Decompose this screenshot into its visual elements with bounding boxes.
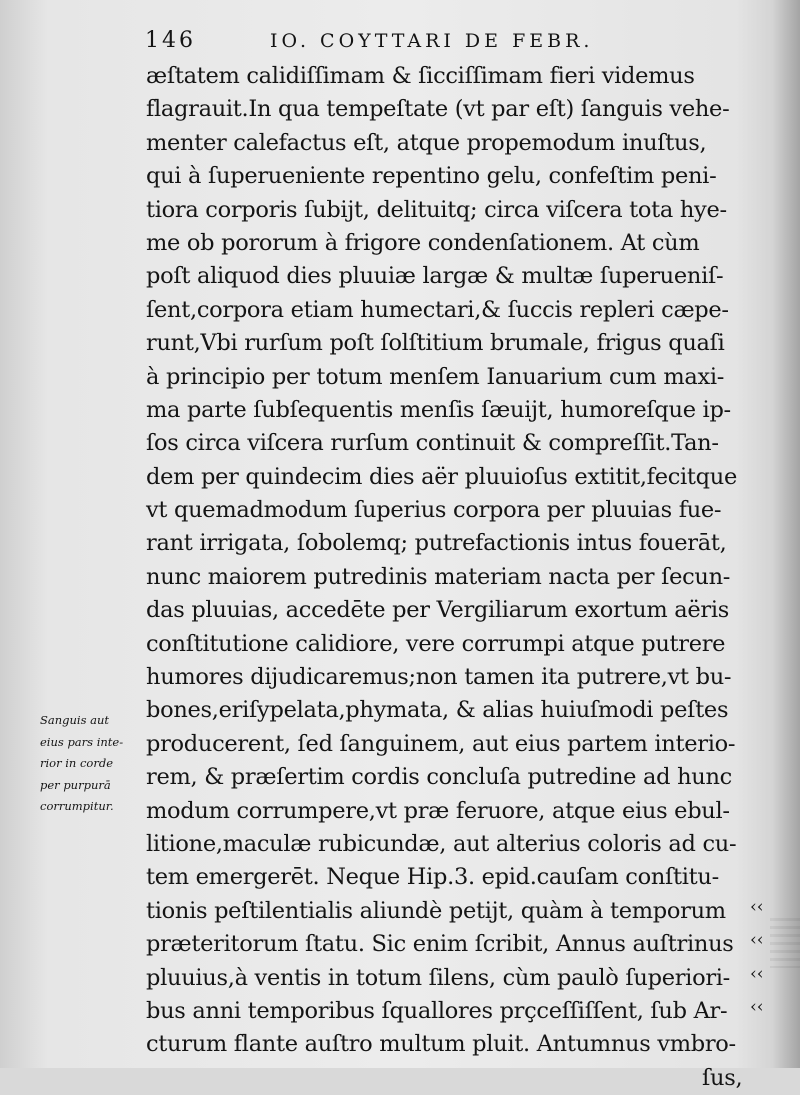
text-line: nunc maiorem putredinis materiam nacta per ſecun- [146,563,731,590]
text-line: qui à ſuperueniente repentino gelu, confeſtim peni- [146,163,717,190]
marginal-note [40,710,150,818]
quotation-mark: ‹‹ [750,897,764,917]
quotation-mark: ‹‹ [750,963,764,984]
page-number: 146 [145,28,196,53]
text-line: ſent,corpora etiam humectari,& ſuccis repleri cæpe- [146,296,729,323]
text-line: à principio per totum menſem Ianuarium cum maxi- [146,363,725,390]
text-line: tionis peſtilentialis aliundè petijt, quàm à temporum [146,897,726,924]
text-line: poſt aliquod dies pluuiæ largæ & multæ ſuperueniſ- [146,263,724,290]
text-line: ma parte ſubſequentis menſis ſæuijt, humoreſque ip- [146,396,731,423]
quotation-mark: ‹‹ [750,997,764,1018]
text-line: conſtitutione calidiore, vere corrumpi atque putrere [146,630,726,657]
text-line: præteritorum ſtatu. Sic enim ſcribit, Annus auſtrinus [146,931,734,958]
marginal-note-line: per purpurā [40,777,111,792]
text-line: bones,eriſypelata,phymata, & alias huiuſmodi peſtes [146,697,729,724]
text-line: rem, & præſertim cordis concluſa putredine ad hunc [146,764,732,791]
text-line: das pluuias, accedēte per Vergiliarum exortum aëris [146,597,729,624]
marginal-note-line: eius pars inte- [40,734,124,749]
text-line: dem per quindecim dies aër pluuioſus extitit,fecitque [146,463,737,490]
marginal-note-line: Sanguis aut [40,713,110,727]
text-line: menter calefactus eſt, atque propemodum inuſtus, [146,129,707,156]
text-line: tem emergerēt. Neque Hip.3. epid.cauſam conſtitu- [146,864,719,891]
text-line: bus anni temporibus ſquallores prçceſſiſſent, ſub Ar- [146,997,728,1024]
quotation-mark: ‹‹ [750,930,764,951]
text-line: modum corrumpere,vt præ feruore, atque eius ebul- [146,797,730,824]
text-line: ſos circa viſcera rurſum continuit & compreſſit.Tan- [146,430,719,457]
text-line: rant irrigata, ſobolemq; putrefactionis intus fouerāt, [146,530,727,557]
body-text [146,60,766,1095]
show-through-ink [770,918,800,968]
text-line: humores dijudicaremus;non tamen ita putrere,vt bu- [146,664,732,691]
running-head: IO. COYTTARI DE FEBR. [270,30,594,52]
text-line: ſus, [702,1064,743,1091]
marginal-note-line: corrumpitur. [40,799,114,813]
text-line: cturum flante auſtro multum pluit. Antumnus vmbro- [146,1031,736,1058]
text-line: tiora corporis ſubijt, delituitq; circa viſcera tota hye- [146,196,727,223]
text-line: litione,maculæ rubicundæ, aut alterius coloris ad cu- [146,830,737,857]
text-line: vt quemadmodum ſuperius corpora per pluuias fue- [146,497,722,524]
text-line: runt,Vbi rurſum poſt ſolſtitium brumale, frigus quaſi [146,330,725,357]
text-line: producerent, ſed ſanguinem, aut eius partem interio- [146,730,736,757]
text-line: æſtatem calidiſſimam & ſicciſſimam fieri videmus [146,63,695,89]
text-line: me ob pororum à frigore condenſationem. At cùm [146,229,700,256]
text-line: pluuius,à ventis in totum ſilens, cùm paulò ſuperiori- [146,964,730,991]
marginal-note-line: rior in corde [40,756,114,770]
text-line: flagrauit.In qua tempeſtate (vt par eſt) ſanguis vehe- [146,96,730,123]
